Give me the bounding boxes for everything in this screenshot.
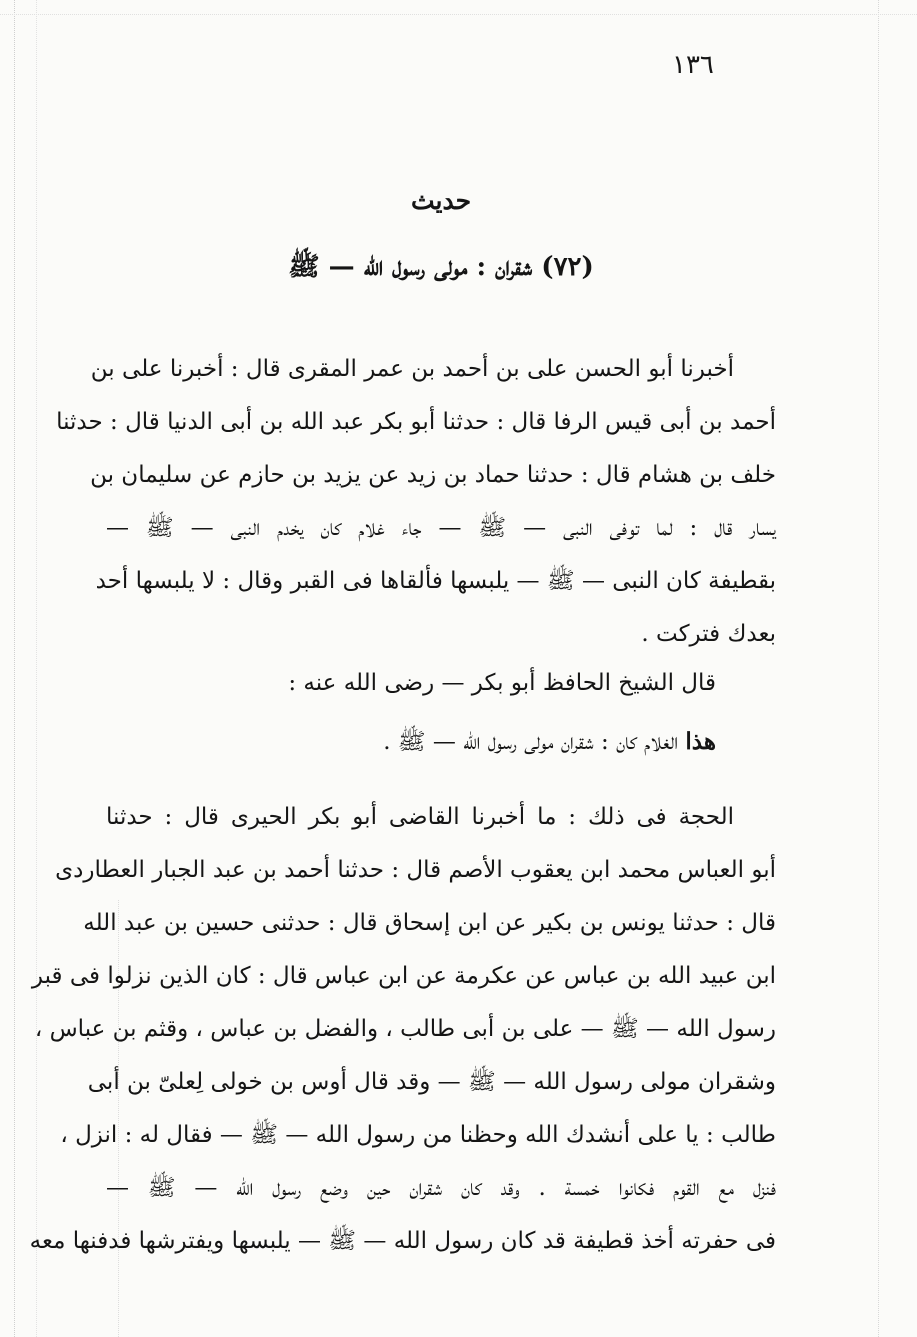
paragraph-line: خلف بن هشام قال : حدثنا حماد بن زيد عن يزيد بن حازم عن سليمان بن xyxy=(90,462,776,488)
paragraph-line: أخبرنا أبو الحسن على بن أحمد بن عمر المقرى قال : أخبرنا على بن xyxy=(90,356,734,382)
paragraph-line: أحمد بن أبى قيس الرفا قال : حدثنا أبو بكر عبد الله بن أبى الدنيا قال : حدثنا xyxy=(56,409,776,435)
paragraph-line: فى حفرته أخذ قطيفة قد كان رسول الله — ﷺ — يلبسها ويفترشها فدفنها معه xyxy=(29,1228,776,1254)
ghulam-note xyxy=(106,717,716,767)
paragraph-line: قال : حدثنا يونس بن بكير عن ابن إسحاق قال : حدثنى حسين بن عبد الله xyxy=(83,910,776,936)
entry-title: (٧٢) شقران : مولى رسول الله — ﷺ xyxy=(288,252,594,282)
paragraph-2 xyxy=(29,791,776,1268)
paragraph-line: يسار قال : لما توفى النبى — ﷺ — جاء غلام كان يخدم النبى — ﷺ — xyxy=(106,515,776,541)
sheikh-note: قال الشيخ الحافظ أبو بكر — رضى الله عنه : xyxy=(288,670,716,696)
paragraph-line: بقطيفة كان النبى — ﷺ — يلبسها فألقاها فى القبر وقال : لا يلبسها أحد xyxy=(95,568,776,594)
section-heading: حديث xyxy=(410,186,472,215)
paragraph-line: الحجة فى ذلك : ما أخبرنا القاضى أبو بكر الحيرى قال : حدثنا xyxy=(106,804,734,830)
paragraph-line: رسول الله — ﷺ — على بن أبى طالب ، والفضل بن عباس ، وقثم بن عباس ، xyxy=(34,1016,776,1042)
note-lead-word: هذا xyxy=(685,728,716,755)
paragraph-line: أبو العباس محمد ابن يعقوب الأصم قال : حدثنا أحمد بن عبد الجبار العطاردى xyxy=(55,857,776,883)
paragraph-line: فنزل مع القوم فكانوا خمسة . وقد كان شقران حين وضع رسول الله — ﷺ — xyxy=(106,1175,776,1201)
paragraph-line: طالب : يا على أنشدك الله وحظنا من رسول الله — ﷺ — فقال له : انزل ، xyxy=(60,1122,776,1148)
paragraph-line: ابن عبيد الله بن عباس عن عكرمة عن ابن عباس قال : كان الذين نزلوا فى قبر xyxy=(31,963,776,989)
scan-artifact-right xyxy=(878,0,879,1337)
page-number: ١٣٦ xyxy=(672,50,714,80)
note-text: الغلام كان : شقران مولى رسول الله — ﷺ . xyxy=(383,729,686,755)
scan-artifact-left xyxy=(14,0,15,1337)
scan-artifact-top xyxy=(0,14,917,15)
scan-artifact-left-faint xyxy=(36,0,37,1337)
paragraph-line: وشقران مولى رسول الله — ﷺ — وقد قال أوس بن خولى لِعلىّ بن أبى xyxy=(87,1069,776,1095)
paragraph-1 xyxy=(56,343,776,661)
paragraph-line: بعدك فتركت . xyxy=(641,621,776,647)
